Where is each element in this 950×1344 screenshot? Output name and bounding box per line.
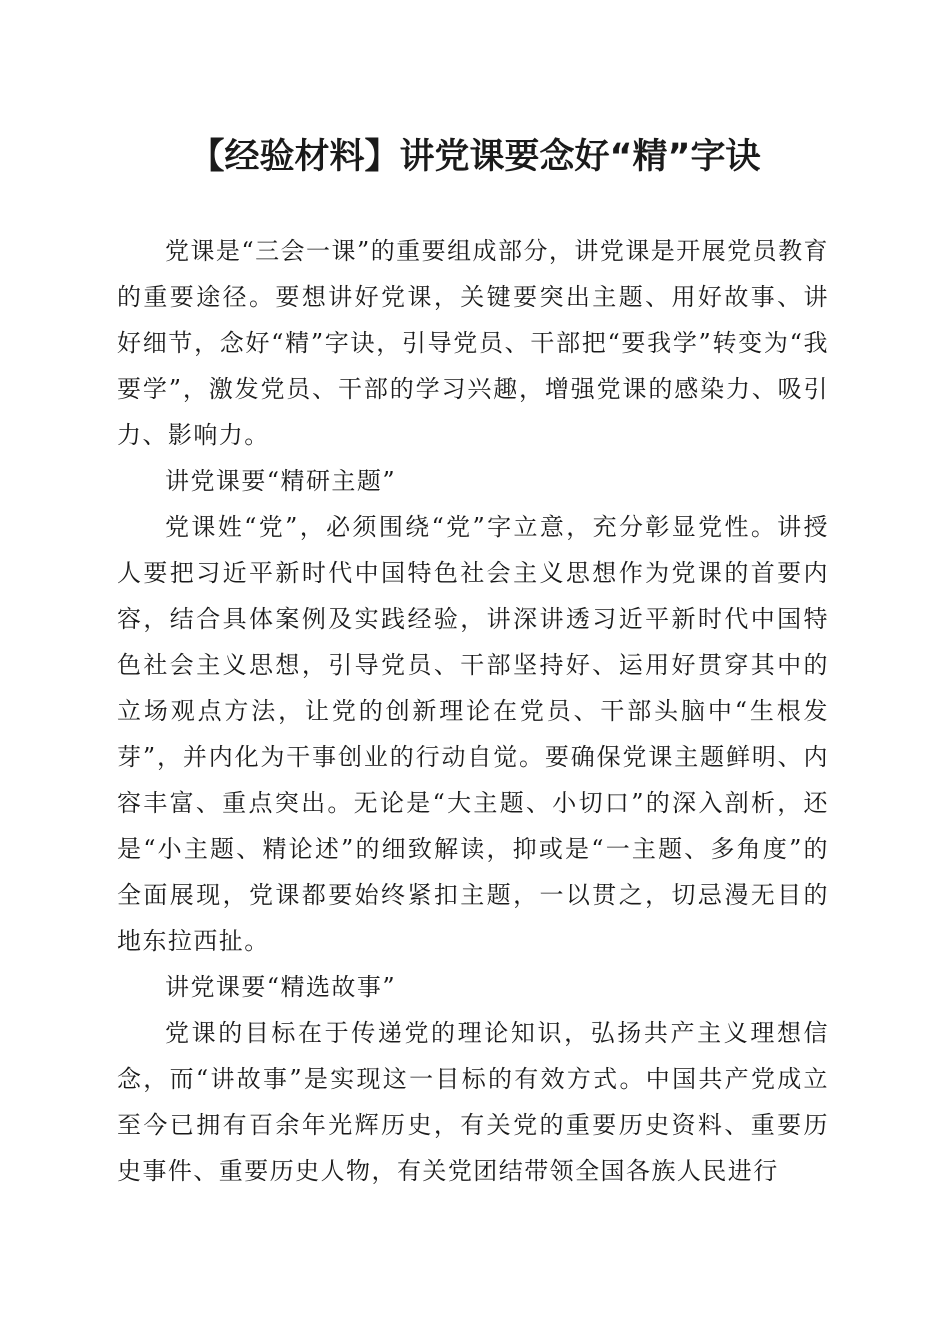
stories-paragraph: 党课的目标在于传递党的理论知识，弘扬共产主义理想信念，而“讲故事”是实现这一目标的有效方式。中国共产党成立至今已拥有百余年光辉历史，有关党的重要历史资料、重要历史事件、重要历史人物，有关党团结带领全国各族人民进行 xyxy=(117,1019,829,1185)
section-heading-stories: 讲党课要“精选故事” xyxy=(165,973,397,1001)
topic-paragraph: 党课姓“党”，必须围绕“党”字立意，充分彰显党性。讲授人要把习近平新时代中国特色社会主义思想作为党课的首要内容，结合具体案例及实践经验，讲深讲透习近平新时代中国特色社会主义思想，引导党员、干部坚持好、运用好贯穿其中的立场观点方法，让党的创新理论在党员、干部头脑中“生根发芽”，并内化为干事创业的行动自觉。要确保党课主题鲜明、内容丰富、重点突出。无论是“大主题、小切口”的深入剖析，还是“小主题、精论述”的细致解读，抑或是“一主题、多角度”的全面展现，党课都要始终紧扣主题，一以贯之，切忌漫无目的地东拉西扯。 xyxy=(117,513,829,955)
document-body xyxy=(117,228,829,1194)
document-title: 【经验材料】讲党课要念好“精”字诀 xyxy=(189,137,761,177)
intro-paragraph: 党课是“三会一课”的重要组成部分，讲党课是开展党员教育的重要途径。要想讲好党课，关键要突出主题、用好故事、讲好细节，念好“精”字诀，引导党员、干部把“要我学”转变为“我要学”，激发党员、干部的学习兴趣，增强党课的感染力、吸引力、影响力。 xyxy=(117,237,829,449)
section-heading-topic: 讲党课要“精研主题” xyxy=(165,467,397,495)
